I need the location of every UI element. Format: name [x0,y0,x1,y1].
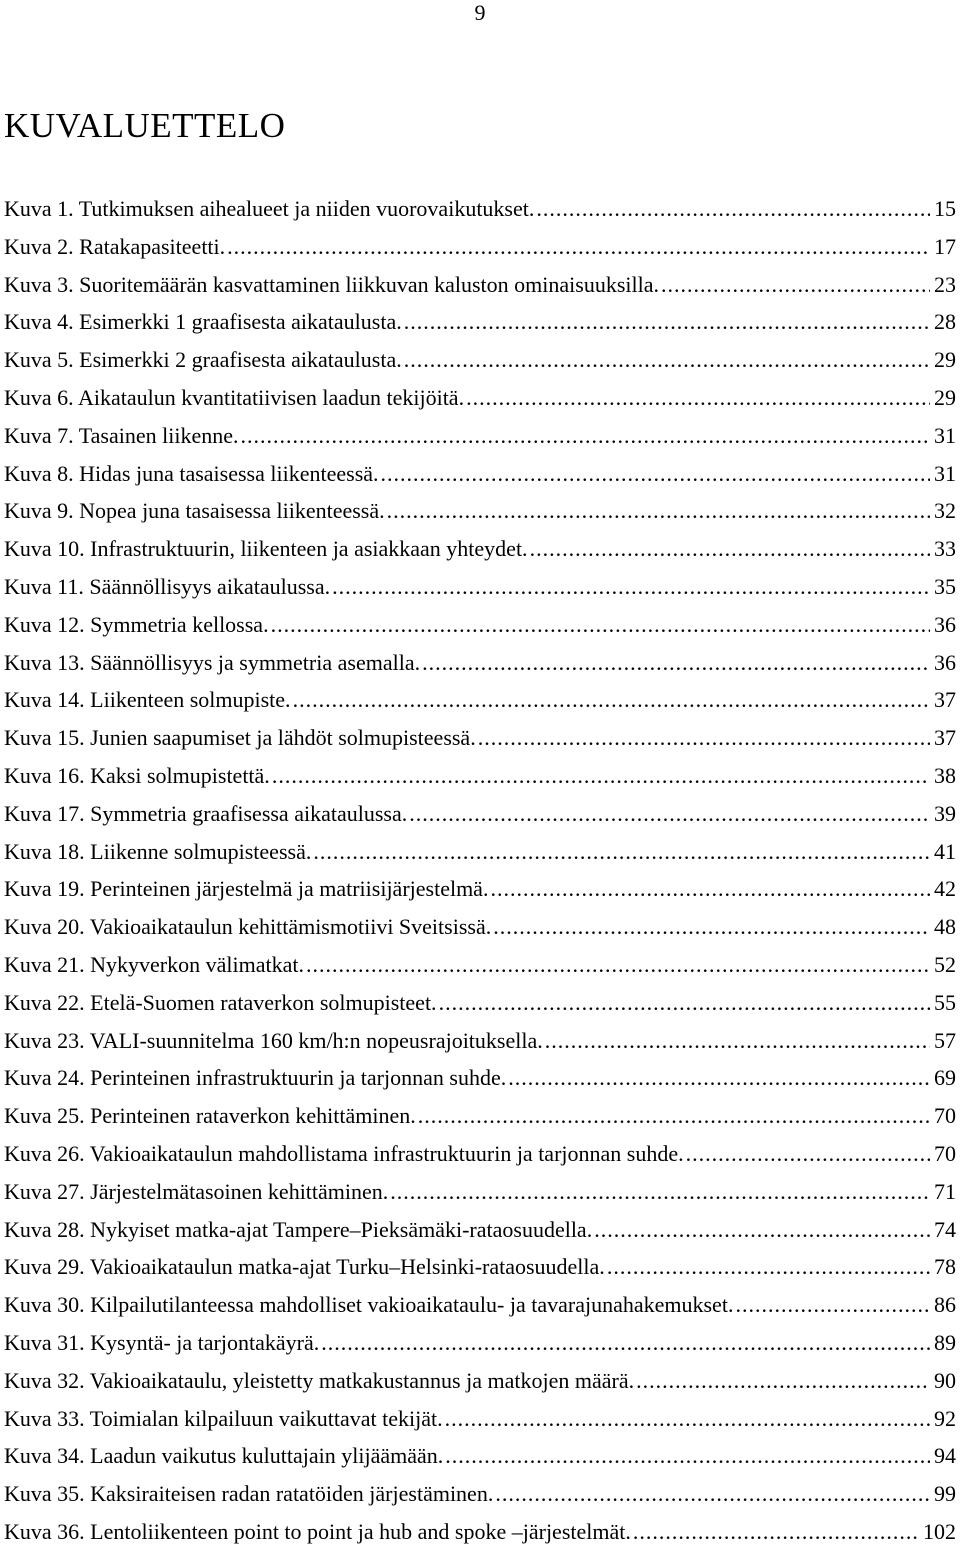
figure-list-item[interactable] [4,1135,956,1173]
figure-caption: Kuva 14. Liikenteen solmupiste. [4,687,291,713]
figure-page-number: 78 [934,1254,956,1280]
figure-page-number: 36 [934,649,956,675]
figure-caption: Kuva 7. Tasainen liikenne. [4,422,239,448]
figure-caption: Kuva 23. VALI-suunnitelma 160 km/h:n nopeusrajoituksella. [4,1027,543,1053]
dot-leader [495,1475,930,1513]
dot-leader [321,1324,930,1362]
figure-caption: Kuva 21. Nykyverkon välimatkat. [4,951,304,977]
figure-page-number: 28 [934,309,956,335]
figure-page-number: 37 [934,687,956,713]
figure-page-number: 86 [934,1292,956,1318]
figure-caption: Kuva 16. Kaksi solmupistettä. [4,762,270,788]
dot-leader [508,1059,930,1097]
figure-list-item[interactable] [4,644,956,682]
figure-list-item[interactable] [4,190,956,228]
figure-page-number: 48 [934,914,956,940]
dot-leader [735,1286,930,1324]
figure-page-number: 31 [934,422,956,448]
figure-page-number: 70 [934,1103,956,1129]
figure-page-number: 89 [934,1329,956,1355]
dot-leader [607,1248,930,1286]
figure-list-item[interactable] [4,606,956,644]
figure-caption: Kuva 2. Ratakapasiteetti. [4,233,226,259]
figure-caption: Kuva 13. Säännöllisyys ja symmetria asemalla. [4,649,421,675]
dot-leader [390,1173,930,1211]
dot-leader [271,606,930,644]
figure-caption: Kuva 28. Nykyiset matka-ajat Tampere–Pieksämäki-rataosuudella. [4,1216,593,1242]
figure-caption: Kuva 9. Nopea juna tasaisessa liikenteessä. [4,498,385,524]
figure-page-number: 90 [934,1367,956,1393]
figure-page-number: 94 [934,1443,956,1469]
figure-caption: Kuva 10. Infrastruktuurin, liikenteen ja asiakkaan yhteydet. [4,536,528,562]
dot-leader [272,757,930,795]
figure-caption: Kuva 24. Perinteinen infrastruktuurin ja tarjonnan suhde. [4,1065,507,1091]
dot-leader [227,228,930,266]
figure-caption: Kuva 5. Esimerkki 2 graafisesta aikataulusta. [4,347,402,373]
figure-page-number: 57 [934,1027,956,1053]
figure-page-number: 37 [934,725,956,751]
page-title: KUVALUETTELO [4,106,286,145]
dot-leader [490,870,930,908]
figure-list-item[interactable] [4,984,956,1022]
figure-list-item[interactable] [4,341,956,379]
figure-page-number: 102 [923,1518,956,1544]
dot-leader [409,795,930,833]
figure-page-number: 41 [934,838,956,864]
figure-page-number: 32 [934,498,956,524]
figure-list-item[interactable] [4,228,956,266]
figure-caption: Kuva 36. Lentoliikenteen point to point ja hub and spoke –järjestelmät. [4,1518,631,1544]
figure-page-number: 39 [934,800,956,826]
figure-list-item[interactable] [4,795,956,833]
figure-page-number: 31 [934,460,956,486]
figure-caption: Kuva 17. Symmetria graafisessa aikataulussa. [4,800,408,826]
dot-leader [545,1022,930,1060]
figure-page-number: 42 [934,876,956,902]
figure-list-item[interactable] [4,1211,956,1249]
dot-leader [422,644,930,682]
figure-list-item[interactable] [4,719,956,757]
figure-caption: Kuva 15. Junien saapumiset ja lähdöt solmupisteessä. [4,725,476,751]
figure-list-item[interactable] [4,1286,956,1324]
dot-leader [633,1513,919,1551]
figure-list-item[interactable] [4,1248,956,1286]
figure-caption: Kuva 11. Säännöllisyys aikataulussa. [4,573,331,599]
dot-leader [530,530,930,568]
dot-leader [478,719,930,757]
figure-list-item[interactable] [4,379,956,417]
dot-leader [332,568,930,606]
figure-list [4,190,956,1551]
figure-page-number: 33 [934,536,956,562]
figure-caption: Kuva 3. Suoritemäärän kasvattaminen liikkuvan kaluston ominaisuuksilla. [4,271,659,297]
figure-caption: Kuva 27. Järjestelmätasoinen kehittäminen. [4,1178,389,1204]
figure-page-number: 17 [934,233,956,259]
figure-list-item[interactable] [4,455,956,493]
dot-leader [241,417,931,455]
dot-leader [313,833,930,871]
dot-leader [466,379,930,417]
figure-page-number: 35 [934,573,956,599]
figure-page-number: 74 [934,1216,956,1242]
figure-list-item[interactable] [4,568,956,606]
figure-page-number: 52 [934,951,956,977]
figure-page-number: 36 [934,611,956,637]
figure-list-item[interactable] [4,1097,956,1135]
figure-caption: Kuva 6. Aikataulun kvantitatiivisen laadun tekijöitä. [4,384,465,410]
figure-caption: Kuva 1. Tutkimuksen aihealueet ja niiden vuorovaikutukset. [4,196,535,221]
figure-page-number: 15 [934,196,956,221]
figure-list-item[interactable] [4,757,956,795]
figure-list-item[interactable] [4,1513,956,1551]
figure-page-number: 99 [934,1481,956,1507]
figure-caption: Kuva 18. Liikenne solmupisteessä. [4,838,312,864]
figure-list-item[interactable] [4,266,956,304]
dot-leader [661,266,930,304]
figure-caption: Kuva 22. Etelä-Suomen rataverkon solmupisteet. [4,989,437,1015]
figure-page-number: 23 [934,271,956,297]
figure-caption: Kuva 30. Kilpailutilanteessa mahdolliset vakioaikataulu- ja tavarajunahakemukset. [4,1292,734,1318]
figure-list-item[interactable] [4,1437,956,1475]
dot-leader [381,455,930,493]
dot-leader [404,303,930,341]
figure-page-number: 29 [934,384,956,410]
figure-list-item[interactable] [4,870,956,908]
figure-caption: Kuva 12. Symmetria kellossa. [4,611,269,637]
figure-list-item[interactable] [4,530,956,568]
figure-caption: Kuva 25. Perinteinen rataverkon kehittäminen. [4,1103,416,1129]
figure-list-item[interactable] [4,833,956,871]
figure-list-item[interactable] [4,1400,956,1438]
dot-leader [445,1400,930,1438]
figure-page-number: 92 [934,1405,956,1431]
figure-page-number: 55 [934,989,956,1015]
figure-caption: Kuva 4. Esimerkki 1 graafisesta aikataulusta. [4,309,402,335]
dot-leader [439,984,930,1022]
figure-list-item[interactable] [4,1324,956,1362]
dot-leader [493,908,930,946]
figure-page-number: 69 [934,1065,956,1091]
figure-list-item[interactable] [4,1059,956,1097]
figure-caption: Kuva 31. Kysyntä- ja tarjontakäyrä. [4,1329,320,1355]
figure-page-number: 70 [934,1140,956,1166]
figure-list-item[interactable] [4,681,956,719]
figure-caption: Kuva 29. Vakioaikataulun matka-ajat Turku–Helsinki-rataosuudella. [4,1254,605,1280]
page-number: 9 [474,0,486,25]
figure-caption: Kuva 20. Vakioaikataulun kehittämismotiivi Sveitsissä. [4,914,492,940]
figure-caption: Kuva 34. Laadun vaikutus kuluttajain ylijäämään. [4,1443,444,1469]
dot-leader [536,190,930,228]
figure-list-item[interactable] [4,946,956,984]
figure-caption: Kuva 26. Vakioaikataulun mahdollistama infrastruktuurin ja tarjonnan suhde. [4,1140,684,1166]
figure-page-number: 38 [934,762,956,788]
figure-caption: Kuva 35. Kaksiraiteisen radan ratatöiden järjestäminen. [4,1481,494,1507]
figure-page-number: 71 [934,1178,956,1204]
dot-leader [445,1437,930,1475]
dot-leader [306,946,930,984]
dot-leader [594,1211,930,1249]
dot-leader [418,1097,930,1135]
figure-caption: Kuva 8. Hidas juna tasaisessa liikenteessä. [4,460,379,486]
dot-leader [636,1362,930,1400]
figure-caption: Kuva 32. Vakioaikataulu, yleistetty matkakustannus ja matkojen määrä. [4,1367,635,1393]
dot-leader [404,341,930,379]
dot-leader [293,681,930,719]
figure-caption: Kuva 19. Perinteinen järjestelmä ja matriisijärjestelmä. [4,876,489,902]
figure-page-number: 29 [934,347,956,373]
figure-list-item[interactable] [4,303,956,341]
figure-list-item[interactable] [4,1022,956,1060]
figure-caption: Kuva 33. Toimialan kilpailuun vaikuttavat tekijät. [4,1405,443,1431]
figure-list-item[interactable] [4,1362,956,1400]
dot-leader [387,492,930,530]
figure-list-item[interactable] [4,417,956,455]
figure-list-item[interactable] [4,492,956,530]
figure-list-item[interactable] [4,908,956,946]
figure-list-item[interactable] [4,1475,956,1513]
dot-leader [686,1135,930,1173]
figure-list-item[interactable] [4,1173,956,1211]
